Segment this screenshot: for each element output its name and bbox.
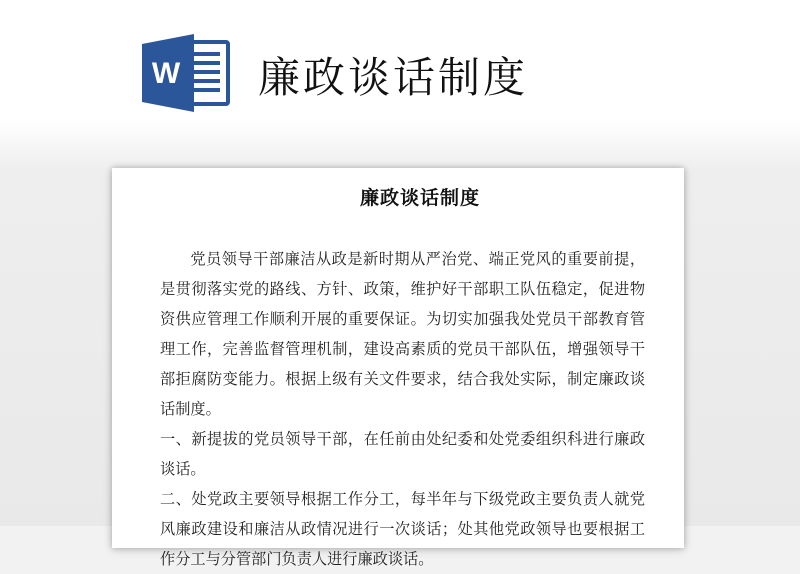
document-paragraph: 一、新提拔的党员领导干部，在任前由处纪委和处党委组织科进行廉政谈话。 <box>160 430 645 478</box>
word-document-icon <box>142 34 230 112</box>
word-icon-letter: W <box>151 57 181 90</box>
document-body <box>160 244 645 574</box>
page-title: 廉政谈话制度 <box>258 53 529 102</box>
document-title: 廉政谈话制度 <box>359 187 480 209</box>
document-paragraph: 二、处党政主要领导根据工作分工，每半年与下级党政主要负责人就党风廉政建设和廉洁从政情况进行一次谈话；处其他党政领导也要根据工作分工与分管部门负责人进行廉政谈话。 <box>160 490 645 568</box>
document-paragraph: 党员领导干部廉洁从政是新时期从严治党、端正党风的重要前提，是贯彻落实党的路线、方针、政策，维护好干部职工队伍稳定，促进物资供应管理工作顺利开展的重要保证。为切实加强我处党员干部教育管理工作，完善监督管理机制，建设高素质的党员干部队伍，增强领导干部拒腐防变能力。根据上级有关文件要求，结合我处实际，制定廉政谈话制度。 <box>160 250 645 418</box>
